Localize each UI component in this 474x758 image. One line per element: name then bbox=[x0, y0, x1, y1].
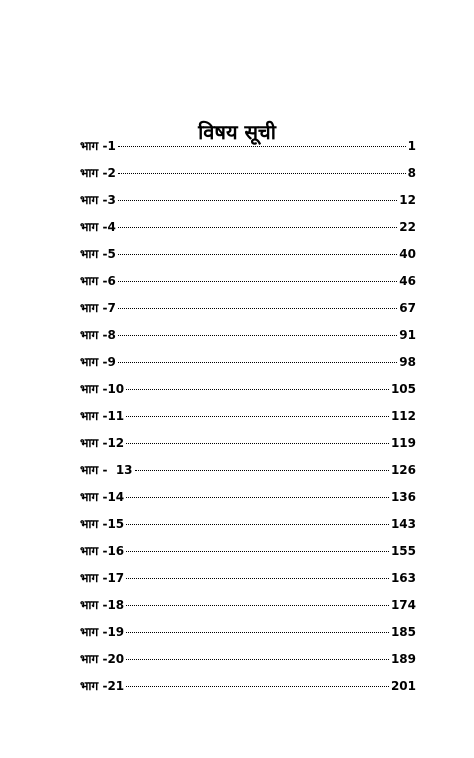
toc-entry-label: भाग -5 bbox=[80, 247, 116, 261]
toc-entry-page-number: 136 bbox=[390, 490, 416, 504]
toc-entry bbox=[80, 677, 416, 704]
toc-entry-label: भाग -4 bbox=[80, 220, 116, 234]
toc-entry bbox=[80, 380, 416, 407]
toc-entry-page-number: 185 bbox=[390, 625, 416, 639]
toc-entry bbox=[80, 434, 416, 461]
toc-entry-label: भाग - 13 bbox=[80, 463, 133, 477]
dot-leader bbox=[126, 578, 389, 579]
toc-entry-label: भाग -8 bbox=[80, 328, 116, 342]
toc-entry-page-number: 8 bbox=[407, 166, 416, 180]
toc-entry-label: भाग -19 bbox=[80, 625, 125, 639]
toc-entry bbox=[80, 515, 416, 542]
toc-entry-label: भाग -7 bbox=[80, 301, 116, 315]
toc-entry bbox=[80, 461, 416, 488]
toc-title: विषय सूची bbox=[198, 120, 276, 145]
toc-entry bbox=[80, 569, 416, 596]
toc-entry-label: भाग -20 bbox=[80, 652, 125, 666]
dot-leader bbox=[118, 227, 397, 228]
toc-entry-page-number: 126 bbox=[390, 463, 416, 477]
toc-entry-page-number: 201 bbox=[390, 679, 416, 693]
dot-leader bbox=[118, 254, 397, 255]
toc-entry-page-number: 46 bbox=[399, 274, 416, 288]
toc-entry-page-number: 143 bbox=[390, 517, 416, 531]
toc-entry-label: भाग -11 bbox=[80, 409, 125, 423]
toc-entry-page-number: 12 bbox=[399, 193, 416, 207]
toc-entry-label: भाग -14 bbox=[80, 490, 125, 504]
toc-entry-label: भाग -2 bbox=[80, 166, 116, 180]
toc-entry bbox=[80, 326, 416, 353]
toc-entry-page-number: 105 bbox=[390, 382, 416, 396]
toc-entry bbox=[80, 542, 416, 569]
toc-entry-label: भाग -6 bbox=[80, 274, 116, 288]
dot-leader bbox=[126, 659, 389, 660]
dot-leader bbox=[118, 308, 397, 309]
toc-entry bbox=[80, 488, 416, 515]
toc-entry-label: भाग -9 bbox=[80, 355, 116, 369]
toc-entry-label: भाग -1 bbox=[80, 139, 116, 153]
toc-list bbox=[80, 137, 416, 704]
dot-leader bbox=[126, 686, 389, 687]
toc-entry bbox=[80, 137, 416, 164]
dot-leader bbox=[126, 632, 389, 633]
toc-entry bbox=[80, 164, 416, 191]
dot-leader bbox=[118, 335, 397, 336]
dot-leader bbox=[118, 146, 406, 147]
toc-entry bbox=[80, 623, 416, 650]
dot-leader bbox=[126, 389, 389, 390]
toc-entry-page-number: 174 bbox=[390, 598, 416, 612]
toc-entry-page-number: 163 bbox=[390, 571, 416, 585]
toc-entry bbox=[80, 353, 416, 380]
dot-leader bbox=[135, 470, 389, 471]
toc-entry bbox=[80, 407, 416, 434]
dot-leader bbox=[126, 497, 389, 498]
dot-leader bbox=[118, 362, 397, 363]
toc-entry-label: भाग -15 bbox=[80, 517, 125, 531]
toc-entry-label: भाग -18 bbox=[80, 598, 125, 612]
toc-entry bbox=[80, 272, 416, 299]
dot-leader bbox=[126, 524, 389, 525]
dot-leader bbox=[118, 200, 397, 201]
dot-leader bbox=[118, 173, 406, 174]
toc-entry bbox=[80, 650, 416, 677]
toc-entry-label: भाग -12 bbox=[80, 436, 125, 450]
dot-leader bbox=[126, 443, 389, 444]
toc-entry-page-number: 112 bbox=[390, 409, 416, 423]
dot-leader bbox=[126, 416, 389, 417]
toc-entry-page-number: 40 bbox=[399, 247, 416, 261]
toc-entry-label: भाग -10 bbox=[80, 382, 125, 396]
toc-entry-page-number: 189 bbox=[390, 652, 416, 666]
dot-leader bbox=[126, 551, 389, 552]
dot-leader bbox=[118, 281, 397, 282]
toc-entry bbox=[80, 191, 416, 218]
toc-entry-page-number: 119 bbox=[390, 436, 416, 450]
toc-entry-label: भाग -21 bbox=[80, 679, 125, 693]
dot-leader bbox=[126, 605, 389, 606]
toc-entry-page-number: 91 bbox=[399, 328, 416, 342]
toc-entry-label: भाग -17 bbox=[80, 571, 125, 585]
toc-entry-label: भाग -16 bbox=[80, 544, 125, 558]
toc-entry bbox=[80, 218, 416, 245]
toc-entry bbox=[80, 245, 416, 272]
toc-entry-page-number: 22 bbox=[399, 220, 416, 234]
toc-entry-page-number: 67 bbox=[399, 301, 416, 315]
toc-entry-page-number: 1 bbox=[407, 139, 416, 153]
toc-entry bbox=[80, 596, 416, 623]
toc-entry bbox=[80, 299, 416, 326]
toc-entry-page-number: 155 bbox=[390, 544, 416, 558]
toc-entry-page-number: 98 bbox=[399, 355, 416, 369]
toc-entry-label: भाग -3 bbox=[80, 193, 116, 207]
